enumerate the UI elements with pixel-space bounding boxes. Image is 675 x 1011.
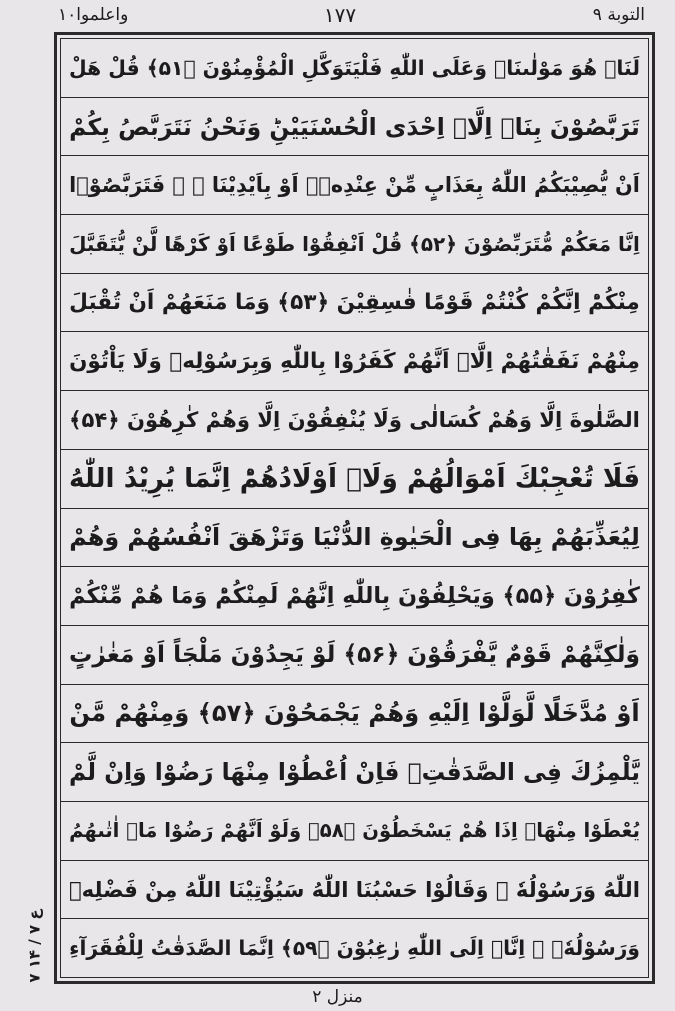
text-line: وَرَسُوْلُهٗۤ ۙ اِنَّاۤ اِلَى اللّٰهِ رٰغِبُوْنَ ﴿۵۹﴾ اِنَّمَا الصَّدَقٰتُ لِلْفُقَرَآءِ <box>69 936 640 961</box>
text-block <box>60 38 649 978</box>
text-line: يَّلْمِزُكَ فِى الصَّدَقٰتِۚ فَاِنْ اُعْطُوْا مِنْهَا رَضُوْا وَاِنْ لَّمْ <box>61 743 648 802</box>
text-line: مِنْكُمْؕ اِنَّكُمْ كُنْتُمْ قَوْمًا فٰسِقِيْنَ ﴿۵۳﴾ وَمَا مَنَعَهُمْ اَنْ تُقْبَلَ <box>61 274 648 333</box>
text-line: اللّٰهُ وَرَسُوْلُهٗ ۙ وَقَالُوْا حَسْبُنَا اللّٰهُ سَيُؤْتِيْنَا اللّٰهُ مِنْ فَضْلِهٖ <box>61 861 648 920</box>
text-line: وَلٰكِنَّهُمْ قَوْمٌ يَّفْرَقُوْنَ ﴿۵۶﴾ لَوْ يَجِدُوْنَ مَلْجَاً اَوْ مَغٰرٰتٍ <box>61 626 648 685</box>
surah-name: التوبة ۹ <box>592 5 645 25</box>
text-line: اَنْ يُّصِيْبَكُمُ اللّٰهُ بِعَذَابٍ مِّنْ عِنْدِهٖۤ اَوْ بِاَيْدِيْنَا ۖ ۫ فَتَرَبَّصُوْۤا <box>61 156 648 215</box>
text-line: كٰفِرُوْنَ ﴿۵۵﴾ وَيَحْلِفُوْنَ بِاللّٰهِ اِنَّهُمْ لَمِنْكُمْؕ وَمَا هُمْ مِّنْكُمْ <box>61 567 648 626</box>
text-line: فَلَا تُعْجِبْكَ اَمْوَالُهُمْ وَلَاۤ اَوْلَادُهُمْؕ اِنَّمَا يُرِيْدُ اللّٰهُ <box>61 450 648 509</box>
text-line: لَنَاۚ هُوَ مَوْلٰىنَاۚ وَعَلَى اللّٰهِ فَلْيَتَوَكَّلِ الْمُؤْمِنُوْنَ ﴿۵۱﴾ قُلْ هَلْ <box>61 39 648 98</box>
text-line: اِنَّا مَعَكُمْ مُّتَرَبِّصُوْنَ ﴿۵۲﴾ قُلْ اَنْفِقُوْا طَوْعًا اَوْ كَرْهًا لَّنْ يُّتَقَبَّلَ <box>61 215 648 274</box>
ruku-marker-text: ۷ ع ۷ / ۱۴ <box>26 909 45 983</box>
manzil-footer: منزل ٢ <box>312 987 363 1007</box>
text-line: مِنْهُمْ نَفَقٰتُهُمْ اِلَّاۤ اَنَّهُمْ كَفَرُوْا بِاللّٰهِ وَبِرَسُوْلِهٖ وَلَا يَاْتُوْنَ <box>61 332 648 391</box>
ruku-marker <box>20 910 50 982</box>
text-line: لِيُعَذِّبَهُمْ بِهَا فِى الْحَيٰوةِ الدُّنْيَا وَتَزْهَقَ اَنْفُسُهُمْ وَهُمْ <box>61 509 648 568</box>
text-line: اَوْ مُدَّخَلًا لَّوَلَّوْا اِلَيْهِ وَهُمْ يَجْمَحُوْنَ ﴿۵۷﴾ وَمِنْهُمْ مَّنْ <box>61 685 648 744</box>
page-number: ١٧٧ <box>323 3 357 27</box>
text-line: الصَّلٰوةَ اِلَّا وَهُمْ كُسَالٰى وَلَا يُنْفِقُوْنَ اِلَّا وَهُمْ كٰرِهُوْنَ ﴿۵۴﴾ <box>61 391 648 450</box>
text-line: تَرَبَّصُوْنَ بِنَاۤ اِلَّاۤ اِحْدَى الْحُسْنَيَيْنِؕ وَنَحْنُ نَتَرَبَّصُ بِكُمْ <box>61 98 648 157</box>
text-line: يُعْطَوْا مِنْهَاۤ اِذَا هُمْ يَسْخَطُوْنَ ﴿۵۸﴾ وَلَوْ اَنَّهُمْ رَضُوْا مَاۤ اٰتٰىهُمُ <box>61 802 648 861</box>
para-name: واعلموا۱۰ <box>58 5 129 25</box>
